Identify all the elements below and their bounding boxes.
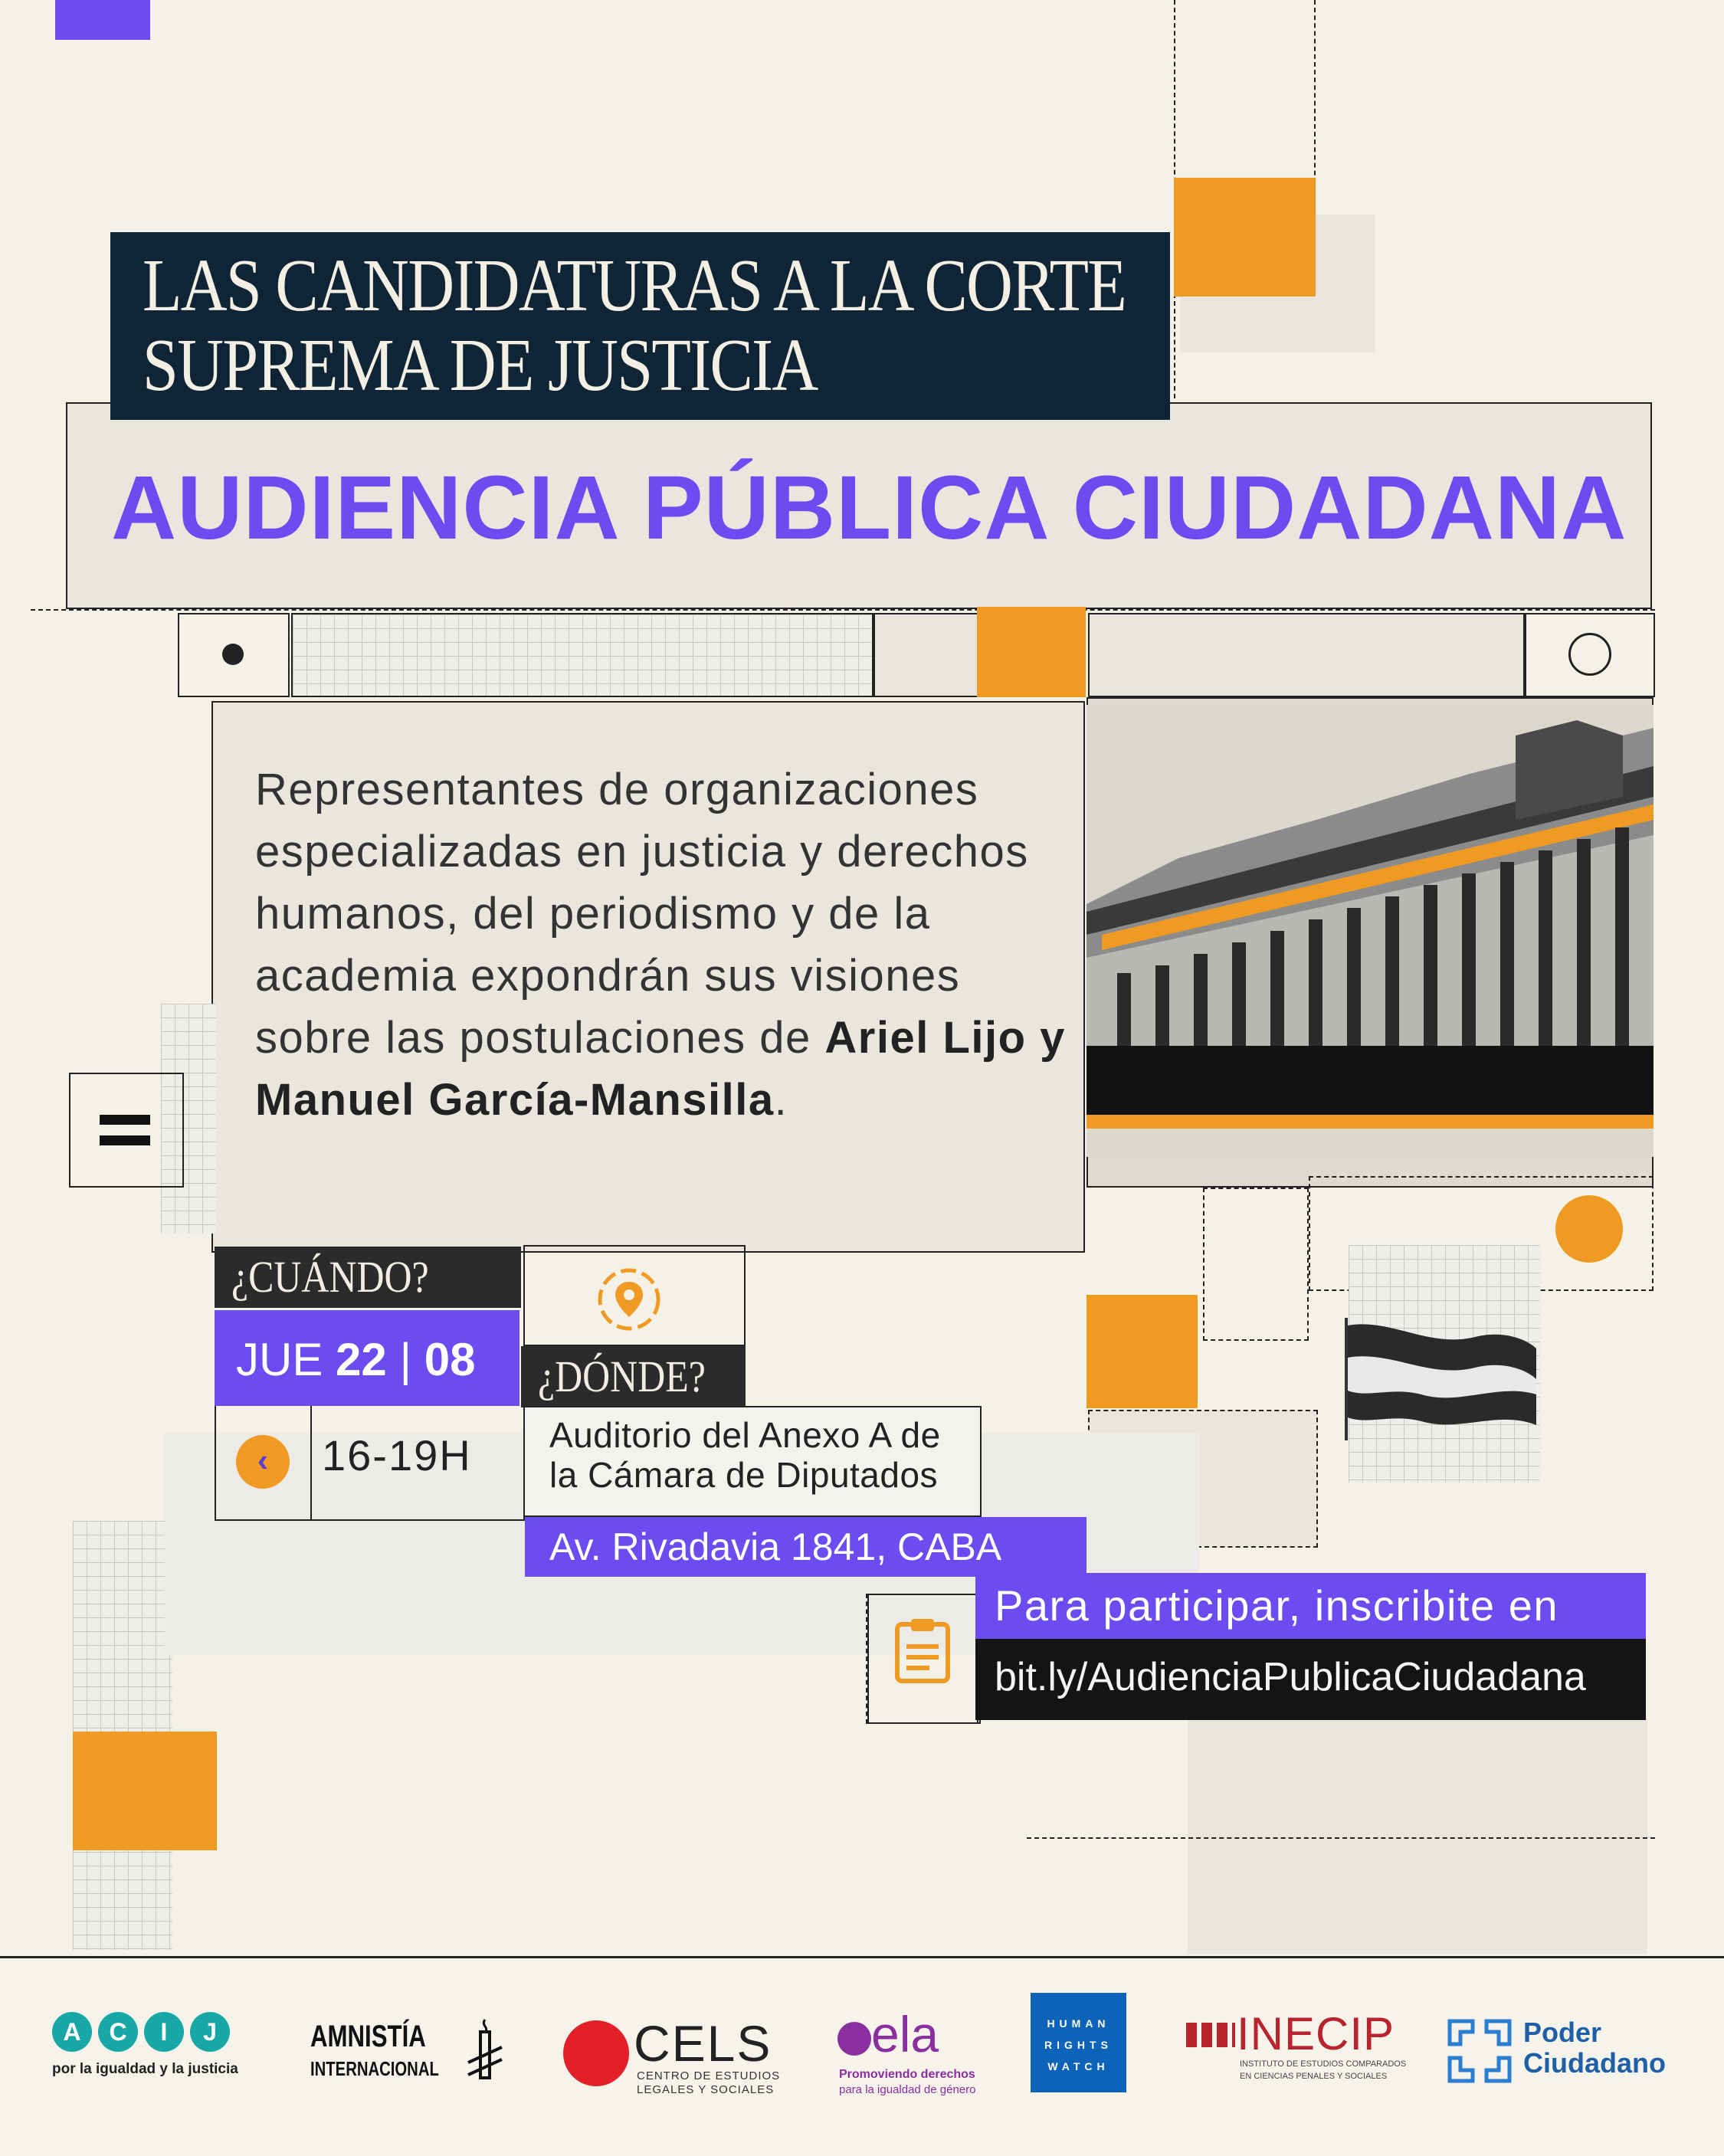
poder-ciudadano-logo xyxy=(1447,2018,1676,2095)
poder-line-2: Ciudadano xyxy=(1523,2047,1666,2079)
amnistia-logo xyxy=(310,2020,510,2096)
event-time: 16-19H xyxy=(322,1431,472,1479)
acij-letter: C xyxy=(98,2012,138,2052)
cels-sub-2: LEGALES Y SOCIALES xyxy=(637,2083,775,2096)
deco-line xyxy=(1027,1837,1655,1839)
cels-emblem-icon xyxy=(563,2020,629,2086)
acij-letter: I xyxy=(144,2012,184,2052)
deco-line xyxy=(310,1406,312,1521)
candidate-names: Ariel Lijo y Manuel García-Mansilla xyxy=(255,1013,1066,1125)
hrw-line-2: RIGHTS xyxy=(1044,2039,1113,2051)
cta-text: Para participar, inscribite en xyxy=(975,1573,1646,1639)
cels-name: CELS xyxy=(634,2015,772,2072)
venue-name xyxy=(549,1415,941,1495)
event-date-number: 22 xyxy=(336,1334,387,1385)
acij-letter: A xyxy=(52,2012,92,2052)
cels-logo xyxy=(563,2015,781,2100)
event-month: 08 xyxy=(424,1334,476,1385)
deco-orange-square xyxy=(1087,1295,1198,1408)
bullet-dot-icon xyxy=(222,644,244,665)
subtitle: AUDIENCIA PÚBLICA CIUDADANA xyxy=(111,457,1627,559)
top-left-purple-tab xyxy=(55,0,150,40)
clipboard-icon xyxy=(893,1617,952,1684)
flag-photo xyxy=(1345,1318,1544,1440)
cels-sub-1: CENTRO DE ESTUDIOS xyxy=(637,2069,781,2082)
ela-emblem-icon xyxy=(837,2022,871,2056)
title-line-1: LAS CANDIDATURAS A LA CORTE xyxy=(143,244,1126,327)
deco-line xyxy=(31,609,1655,611)
inecip-sub-2: EN CIENCIAS PENALES Y SOCIALES xyxy=(1240,2072,1388,2081)
amnistia-line-2: INTERNACIONAL xyxy=(310,2057,439,2080)
deco-paper xyxy=(1188,1716,1647,1954)
acij-letter: J xyxy=(190,2012,230,2052)
registration-link[interactable]: bit.ly/AudienciaPublicaCiudadana xyxy=(975,1639,1646,1720)
event-day: JUE xyxy=(236,1334,323,1385)
location-pin-icon xyxy=(596,1266,662,1332)
deco-orange-dot xyxy=(1555,1195,1623,1263)
inecip-sub-1: INSTITUTO DE ESTUDIOS COMPARADOS xyxy=(1240,2059,1407,2069)
building-photo xyxy=(1087,705,1654,1157)
amnistia-line-1: AMNISTÍA xyxy=(310,2020,426,2053)
deco-box xyxy=(1203,1188,1309,1341)
inecip-name: INECIP xyxy=(1237,2008,1395,2059)
hrw-line-3: WATCH xyxy=(1047,2060,1109,2072)
title-line-2: SUPREMA DE JUSTICIA xyxy=(143,324,818,407)
deco-orange-square xyxy=(1174,178,1316,297)
deco-paper xyxy=(1088,613,1525,697)
ela-name: ela xyxy=(871,2006,939,2063)
ela-sub-2: para la igualdad de género xyxy=(839,2083,976,2096)
event-date xyxy=(215,1310,519,1406)
poder-ciudadano-emblem-icon xyxy=(1447,2018,1513,2084)
description-end: . xyxy=(774,1075,788,1125)
candle-icon xyxy=(464,2017,506,2093)
deco-grid-paper xyxy=(291,613,873,697)
deco-orange-square xyxy=(73,1732,217,1850)
ela-sub-1: Promoviendo derechos xyxy=(839,2068,975,2081)
venue-address: Av. Rivadavia 1841, CABA xyxy=(525,1517,1087,1577)
description-body: Representantes de organizaciones especializadas en justicia y derechos humanos, del periodismo y de la academia expondrán sus visiones sobre las postulaciones de xyxy=(255,765,1029,1063)
acij-logo xyxy=(52,2012,244,2096)
description-text xyxy=(255,759,1067,1131)
venue-line-2: la Cámara de Diputados xyxy=(549,1455,939,1495)
deco-orange-square xyxy=(977,607,1086,697)
ring-icon xyxy=(1568,633,1611,676)
hrw-line-1: HUMAN xyxy=(1047,2017,1110,2030)
poder-line-1: Poder xyxy=(1523,2017,1602,2048)
equals-icon xyxy=(100,1115,150,1145)
where-label: ¿DÓNDE? xyxy=(521,1346,746,1407)
inecip-bars-icon xyxy=(1186,2023,1235,2047)
hrw-logo xyxy=(1031,1993,1126,2092)
when-label: ¿CUÁNDO? xyxy=(215,1247,521,1308)
title-block xyxy=(110,232,1170,420)
inecip-logo xyxy=(1186,2008,1407,2090)
acij-tagline: por la igualdad y la justicia xyxy=(52,2061,238,2077)
clock-icon: ‹ xyxy=(236,1435,290,1489)
sponsor-footer xyxy=(0,1956,1724,2156)
venue-line-1: Auditorio del Anexo A de xyxy=(549,1415,941,1455)
ela-logo xyxy=(837,2008,991,2100)
date-separator: | xyxy=(399,1334,412,1385)
deco-paper xyxy=(873,613,981,697)
